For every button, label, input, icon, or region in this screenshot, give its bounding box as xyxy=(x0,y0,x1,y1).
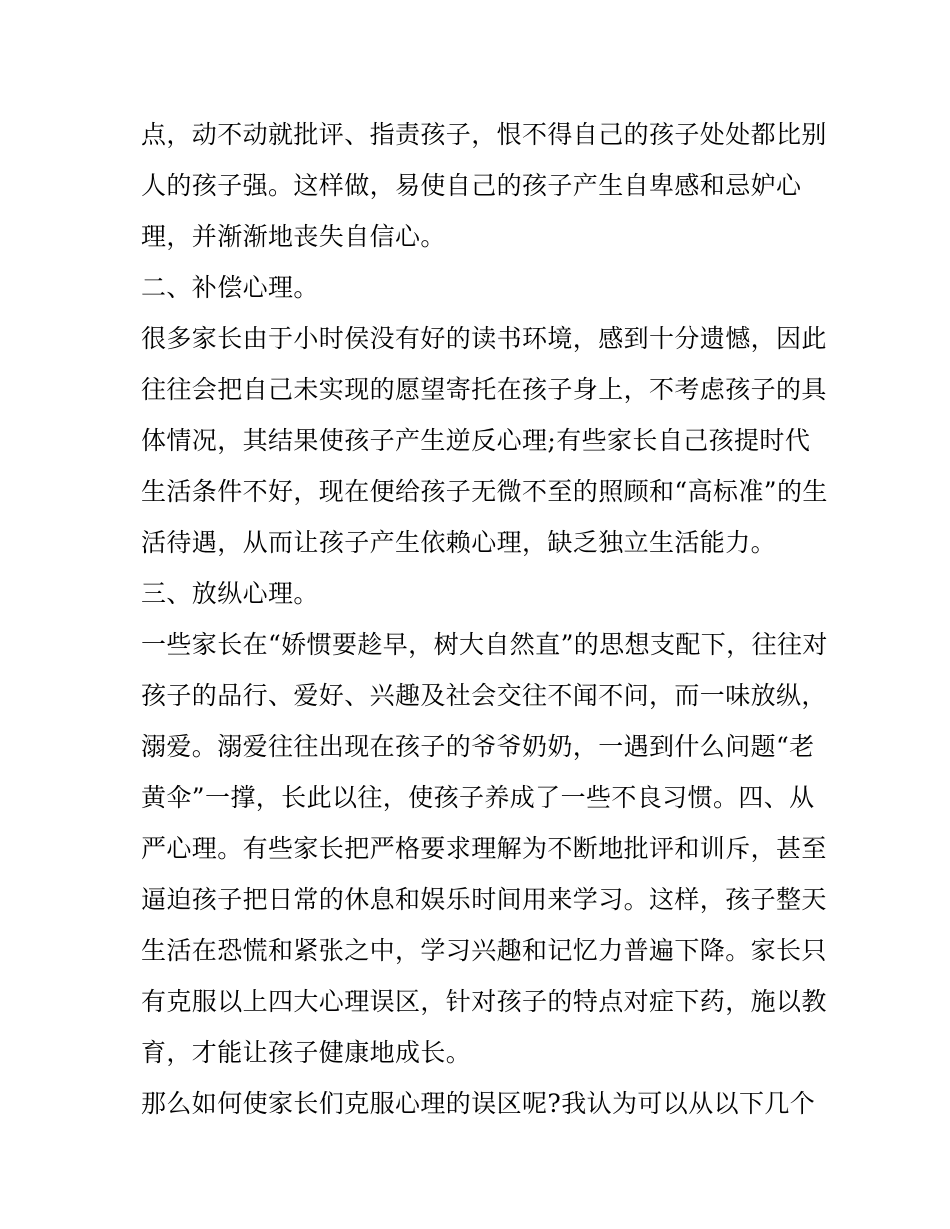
text-line: 孩子的品行、爱好、兴趣及社会交往不闻不问，而一味放纵， xyxy=(141,681,827,710)
text-line: 逼迫孩子把日常的休息和娱乐时间用来学习。这样，孩子整天 xyxy=(141,885,827,914)
section-heading-indulgence: 三、放纵心理。 xyxy=(141,579,319,608)
text-line: 很多家长由于小时侯没有好的读书环境，感到十分遗憾，因此 xyxy=(141,324,827,353)
text-line: 有克服以上四大心理误区，针对孩子的特点对症下药，施以教 xyxy=(141,987,827,1016)
text-line: 体情况，其结果使孩子产生逆反心理;有些家长自己孩提时代 xyxy=(141,426,811,455)
section-heading-compensation: 二、补偿心理。 xyxy=(141,273,319,302)
text-line: 生活条件不好，现在便给孩子无微不至的照顾和“高标准”的生 xyxy=(141,477,828,506)
text-line: 点，动不动就批评、指责孩子，恨不得自己的孩子处处都比别 xyxy=(141,120,827,149)
text-line: 往往会把自己未实现的愿望寄托在孩子身上，不考虑孩子的具 xyxy=(141,375,827,404)
text-line: 人的孩子强。这样做，易使自己的孩子产生自卑感和忌妒心 xyxy=(141,171,802,200)
text-line: 严心理。有些家长把严格要求理解为不断地批评和训斥，甚至 xyxy=(141,834,827,863)
text-line: 活待遇，从而让孩子产生依赖心理，缺乏独立生活能力。 xyxy=(141,528,777,557)
text-line: 溺爱。溺爱往往出现在孩子的爷爷奶奶，一遇到什么问题“老 xyxy=(141,732,815,761)
document-body xyxy=(141,109,828,1129)
text-line: 那么如何使家长们克服心理的误区呢?我认为可以从以下几个 xyxy=(141,1089,816,1118)
text-line: 育，才能让孩子健康地成长。 xyxy=(141,1038,472,1067)
text-line: 生活在恐慌和紧张之中，学习兴趣和记忆力普遍下降。家长只 xyxy=(141,936,827,965)
text-line: 理，并渐渐地丧失自信心。 xyxy=(141,222,446,251)
text-line: 黄伞”一撑，长此以往，使孩子养成了一些不良习惯。四、从 xyxy=(141,783,815,812)
text-line: 一些家长在“娇惯要趁早，树大自然直”的思想支配下，往往对 xyxy=(141,630,828,659)
